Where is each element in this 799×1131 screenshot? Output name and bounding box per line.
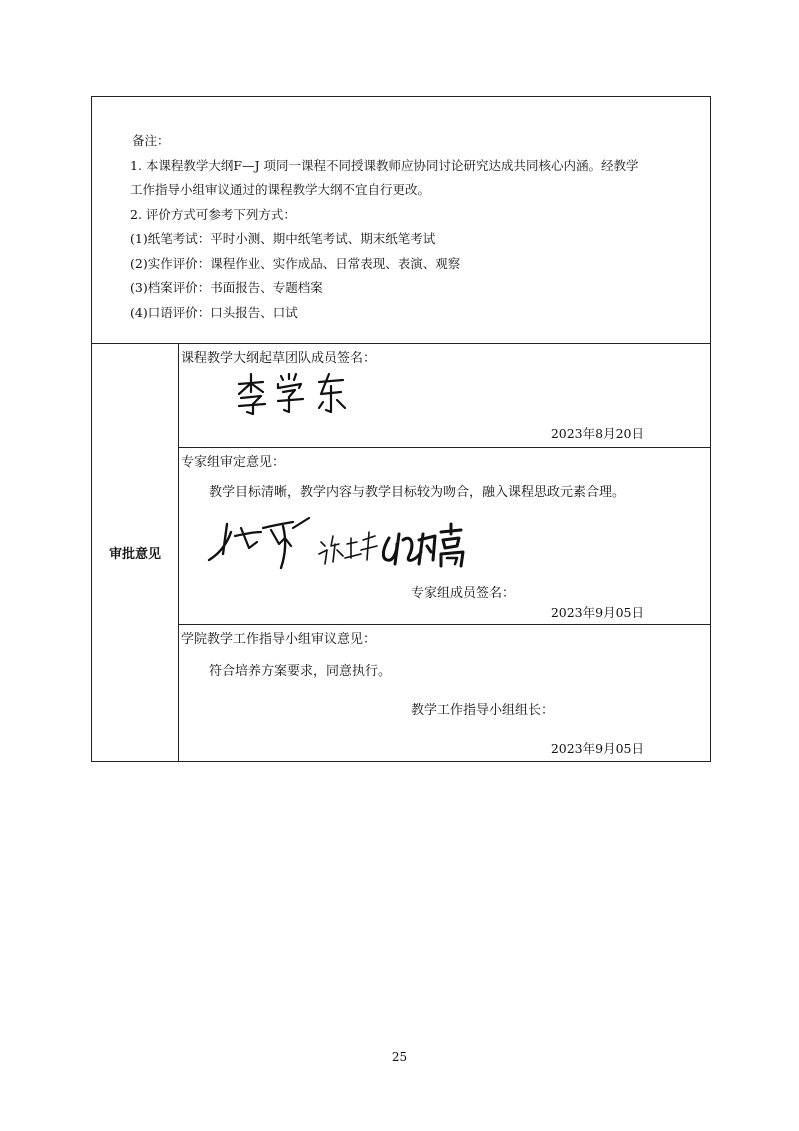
college-date: 2023年9月05日 — [550, 741, 644, 756]
expert-date: 2023年9月05日 — [550, 605, 644, 620]
drafting-date: 2023年8月20日 — [550, 426, 644, 441]
notes-sub-3: (3)档案评价：书面报告、专题档案 — [130, 280, 323, 295]
notes-block — [92, 97, 710, 325]
approval-content-cell — [179, 344, 711, 762]
notes-sub-2: (2)实作评价：课程作业、实作成品、日常表现、表演、观察 — [130, 255, 461, 271]
notes-item-2: 2. 评价方式可参考下列方式： — [130, 206, 296, 222]
notes-item-1-line-2: 工作指导小组审议通过的课程教学大纲不宜自行更改。 — [130, 182, 431, 197]
notes-heading: 备注： — [132, 133, 170, 148]
approval-form-table — [91, 96, 711, 762]
expert-opinion: 教学目标清晰，教学内容与教学目标较为吻合，融入课程思政元素合理。 — [209, 485, 626, 500]
expert-signatures — [205, 514, 485, 578]
approval-label-cell — [92, 344, 179, 762]
notes-sub-1: (1)纸笔考试：平时小测、期中纸笔考试、期末纸笔考试 — [130, 231, 436, 246]
drafting-team-title: 课程教学大纲起草团队成员签名： — [181, 351, 377, 366]
college-leader-label: 教学工作指导小组组长： — [411, 703, 555, 718]
expert-member-label: 专家组成员签名： — [411, 586, 516, 601]
drafting-team-section — [179, 344, 710, 448]
college-title: 学院教学工作指导小组审议意见： — [181, 632, 377, 647]
notes-item-1-line-1: 1. 本课程教学大纲F—J 项同一课程不同授课教师应协同讨论研究达成共同核心内涵。经教学 — [130, 157, 639, 173]
page-number: 25 — [391, 1050, 408, 1064]
approval-label: 审批意见 — [108, 547, 161, 562]
drafting-signature — [233, 370, 363, 424]
notes-cell — [92, 97, 711, 344]
college-opinion: 符合培养方案要求，同意执行。 — [209, 664, 392, 679]
expert-section — [179, 448, 710, 625]
expert-title: 专家组审定意见： — [181, 455, 286, 470]
college-section — [179, 625, 710, 761]
notes-sub-4: (4)口语评价：口头报告、口试 — [130, 304, 298, 320]
